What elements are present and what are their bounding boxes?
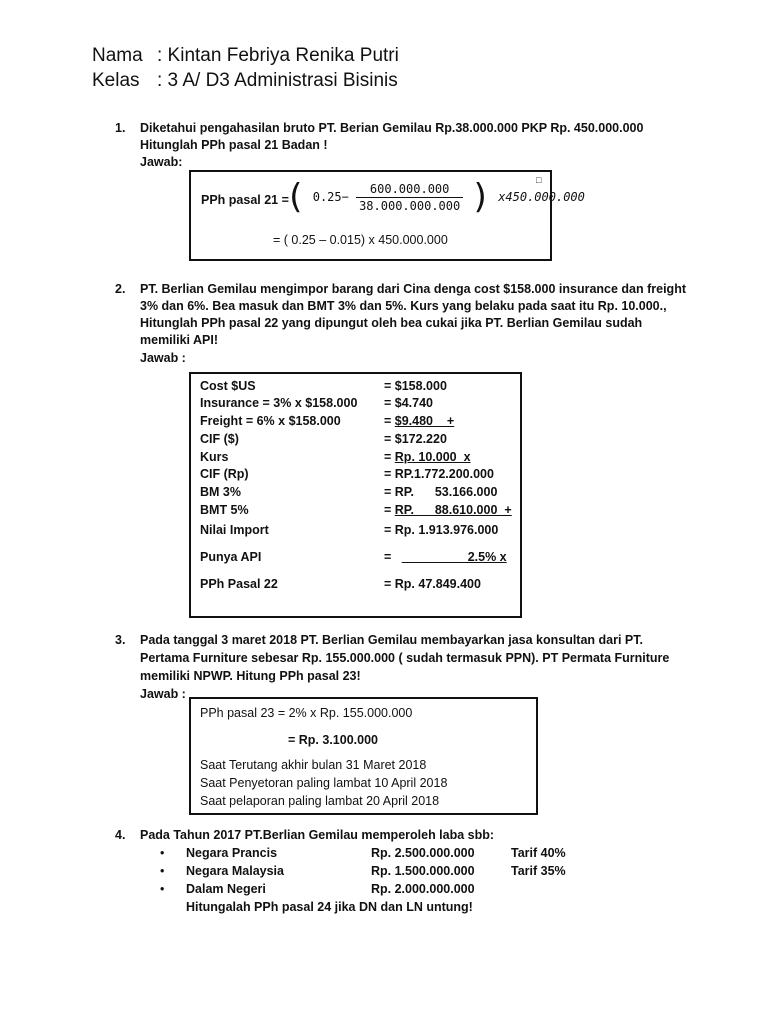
q2-row-label: PPh Pasal 22 (200, 577, 278, 591)
q4-item-name: Dalam Negeri (186, 882, 266, 896)
q3-text-line3: memiliki NPWP. Hitung PPh pasal 23! (140, 669, 361, 683)
q2-row-value (384, 449, 471, 465)
q1-answer-label: Jawab: (140, 155, 183, 169)
q2-row-value: = $172.220 (384, 432, 447, 446)
q1-multiplier: x450.000.000 (498, 190, 585, 204)
q2-answer-box (189, 372, 522, 618)
q1-formula (285, 177, 585, 217)
q4-item-amount: Rp. 1.500.000.000 (371, 864, 475, 878)
q1-text-line1: Diketahui pengahasilan bruto PT. Berian Gemilau Rp.38.000.000 PKP Rp. 450.000.000 (140, 121, 644, 135)
q2-row-value: = Rp. 47.849.400 (384, 577, 481, 591)
q2-row-value (384, 502, 512, 518)
q2-value-prefix: = (384, 450, 395, 464)
q2-row-label: Nilai Import (200, 523, 269, 537)
q4-number: 4. (115, 828, 126, 842)
nama-value: : Kintan Febriya Renika Putri (157, 45, 399, 66)
q3-penyetoran: Saat Penyetoran paling lambat 10 April 2018 (200, 776, 448, 790)
q2-row-label: Freight = 6% x $158.000 (200, 414, 341, 428)
q3-answer-label: Jawab : (140, 687, 186, 701)
nama-label: Nama (92, 45, 143, 66)
q1-fraction (356, 182, 463, 213)
q2-value-prefix: = (384, 550, 402, 564)
q2-row-value (384, 549, 507, 565)
q3-answer-box (189, 697, 538, 815)
bullet-icon: • (160, 882, 165, 896)
q2-value-underlined: $9.480 + (394, 414, 455, 428)
q3-text-line2: Pertama Furniture sebesar Rp. 155.000.000 ( sudah termasuk PPN). PT Permata Furniture (140, 651, 670, 665)
q2-text-line1: PT. Berlian Gemilau mengimpor barang dari Cina denga cost $158.000 insurance dan freight (140, 282, 686, 296)
q3-text-line1: Pada tanggal 3 maret 2018 PT. Berlian Gemilau membayarkan jasa konsultan dari PT. (140, 633, 643, 647)
kelas-value: : 3 A/ D3 Administrasi Bisinis (157, 70, 398, 91)
q2-row-label: Punya API (200, 550, 262, 564)
kelas-label: Kelas (92, 70, 140, 91)
q2-row-value: = Rp. 1.913.976.000 (384, 523, 499, 537)
q4-item-tarif: Tarif 40% (511, 846, 566, 860)
q4-closing-question: Hitungalah PPh pasal 24 jika DN dan LN untung! (186, 900, 473, 914)
q2-row-value: = $158.000 (384, 379, 447, 393)
q2-row-value: = RP.1.772.200.000 (384, 467, 494, 481)
q1-denominator: 38.000.000.000 (359, 198, 461, 213)
q2-text-line3: Hitunglah PPh pasal 22 yang dipungut oleh bea cukai jika PT. Berlian Gemilau sudah (140, 316, 643, 330)
q4-item-amount: Rp. 2.500.000.000 (371, 846, 475, 860)
bullet-icon: • (160, 846, 165, 860)
q2-row-label: Kurs (200, 450, 229, 464)
placeholder-box-icon: □ (536, 175, 542, 185)
q2-text-line4: memiliki API! (140, 333, 219, 347)
q2-row-value: = $4.740 (384, 396, 434, 410)
q3-result: = Rp. 3.100.000 (288, 733, 378, 747)
q1-formula-label: PPh pasal 21 = (201, 193, 289, 207)
q2-number: 2. (115, 282, 126, 296)
q2-row-label: CIF ($) (200, 432, 239, 446)
q1-number: 1. (115, 121, 126, 135)
q2-row-label: CIF (Rp) (200, 467, 249, 481)
q1-text-line2: Hitunglah PPh pasal 21 Badan ! (140, 138, 328, 152)
q2-value-prefix: = (384, 414, 395, 428)
q2-row-label: Cost $US (200, 379, 256, 393)
q4-item-name: Negara Prancis (186, 846, 278, 860)
q4-item-tarif: Tarif 35% (511, 864, 566, 878)
q2-row-value (384, 413, 454, 429)
q2-row-value: = RP. 53.166.000 (384, 485, 498, 499)
q2-answer-label: Jawab : (140, 351, 186, 365)
q3-calc-line: PPh pasal 23 = 2% x Rp. 155.000.000 (200, 706, 413, 720)
q4-text-line1: Pada Tahun 2017 PT.Berlian Gemilau memperoleh laba sbb: (140, 828, 495, 842)
q1-numerator: 600.000.000 (356, 182, 463, 198)
q1-answer-box (189, 170, 585, 261)
q2-value-underlined: Rp. 10.000 x (394, 450, 471, 464)
q3-pelaporan: Saat pelaporan paling lambat 20 April 2018 (200, 794, 440, 808)
q4-item-name: Negara Malaysia (186, 864, 284, 878)
q2-value-prefix: = (384, 503, 395, 517)
q2-value-underlined: RP. 88.610.000 + (394, 503, 512, 517)
q1-paren-close: ) (470, 177, 491, 217)
q2-text-line2: 3% dan 6%. Bea masuk dan BMT 3% dan 5%. Kurs yang belaku pada saat itu Rp. 10.000., (140, 299, 667, 313)
q3-number: 3. (115, 633, 126, 647)
bullet-icon: • (160, 864, 165, 878)
q1-coefficient: 0.25− (312, 190, 349, 204)
q1-result-line: = ( 0.25 – 0.015) x 450.000.000 (273, 233, 448, 247)
q4-item-amount: Rp. 2.000.000.000 (371, 882, 475, 896)
q2-row-label: Insurance = 3% x $158.000 (200, 396, 358, 410)
q2-row-label: BM 3% (200, 485, 241, 499)
q2-row-label: BMT 5% (200, 503, 249, 517)
q3-terutang: Saat Terutang akhir bulan 31 Maret 2018 (200, 758, 427, 772)
q2-value-underlined: 2.5% x (401, 550, 507, 564)
q1-paren-open: ( (285, 177, 306, 217)
